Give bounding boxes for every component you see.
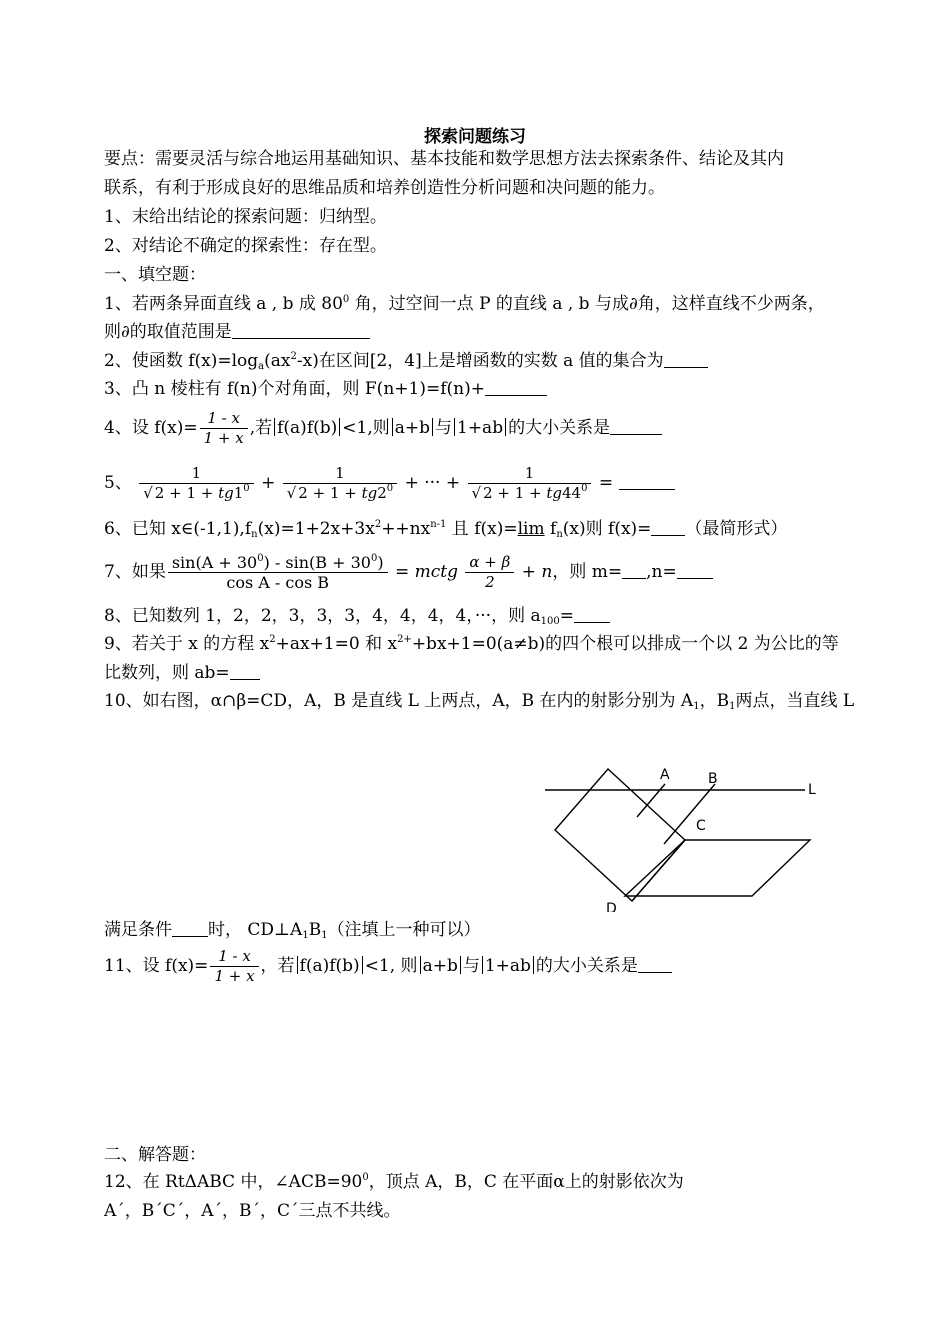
plane-alpha: [555, 769, 685, 901]
answer-blank[interactable]: [677, 562, 713, 579]
question-11: 11、设 f(x)= $\frac{1 - x}{1 + x}$ ，若 f(a)f(b) <1, 则 a+b 与 1+ab 的大小关系是: [104, 944, 672, 988]
answer-blank[interactable]: [610, 418, 662, 435]
answer-blank[interactable]: [664, 351, 708, 368]
question-12: 12、在 RtΔABC 中，$\angle ACB=90^0$，顶点 A，B，C 在平面α上的射影依次为: [104, 1172, 684, 1192]
answer-blank[interactable]: [230, 663, 260, 680]
question-8: 8、已知数列 1，2，2，3，3，3，4，4，4，4，···，则 $a_{100}=$: [104, 605, 610, 627]
question-1: 1、若两条异面直线 a , b 成 $80^0$ 角，过空间一点 P 的直线 a , b 与成∂角，这样直线不少两条，: [104, 294, 825, 314]
fraction-term-2: $\frac{1}{√ 2 + 1 + tg2^0}$: [283, 464, 397, 503]
question-5: 5、 $\frac{1}{√ 2 + 1 + tg1^0}$ + $\frac{1}{√ 2 + 1 + tg2^0}$ + ··· + $\frac{1}{√ 2 + 1 + tg44^0}$ =: [104, 461, 675, 505]
fraction: $\frac{\sin(A + 30^0) - \sin(B + 30^0)}{\text{cos A - cos B}}$: [168, 553, 388, 592]
page-title: 探索问题练习: [424, 127, 526, 147]
question-10-cont: 满足条件 时， $CD\perp A_1B_1$（注填上一种可以）: [104, 920, 481, 941]
fraction-term-3: $\frac{1}{√ 2 + 1 + tg44^0}$: [468, 464, 592, 503]
label-D: D: [606, 901, 617, 912]
section-solve: 二、解答题：: [104, 1145, 206, 1165]
label-B: B: [708, 771, 718, 787]
question-12-cont: A´，B´C´，A´，B´，C´三点不共线。: [104, 1201, 401, 1221]
fraction: $\frac{\alpha + \beta}{2}$: [465, 553, 514, 592]
question-10: 10、如右图，α∩β=CD，A，B 是直线 L 上两点，A，B 在内的射影分别为 $A_1$，$B_1$两点，当直线 L: [104, 691, 855, 712]
answer-blank[interactable]: [574, 606, 610, 623]
answer-blank[interactable]: [622, 562, 646, 579]
question-9-cont: 比数列，则 ab=: [104, 662, 260, 684]
intro-line-1: 要点：需要灵活与综合地运用基础知识、基本技能和数学思想方法去探索条件、结论及其内: [104, 149, 784, 169]
label-L: L: [808, 782, 816, 798]
fraction-term-1: $\frac{1}{√ 2 + 1 + tg1^0}$: [139, 464, 253, 503]
intro-item-2: 2、对结论不确定的探索性：存在型。: [104, 236, 387, 256]
answer-blank[interactable]: [651, 519, 685, 536]
plane-beta: [625, 840, 810, 896]
answer-blank[interactable]: [619, 473, 675, 490]
label-C: C: [696, 818, 706, 834]
question-6: 6、已知 $x\in(-1,1),f_n(x)=1+2x+3x^2++nx^{n-1}$ 且 f(x)=lim $f_n(x)$则 f(x)= （最简形式）: [104, 519, 788, 540]
question-3: 3、凸 n 棱柱有 f(n)个对角面，则 F(n+1)=f(n)+: [104, 378, 547, 400]
question-9: 9、若关于 x 的方程 $x^2+ax+1=0$ 和 $x^{2+}+bx+1=0(a\ne b)$的四个根可以排成一个以 2 为公比的等: [104, 634, 839, 654]
question-2: 2、使函数 $f(x)=\log_a(ax^2-x)$在区间[2，4]上是增函数的实数 a 值的集合为: [104, 350, 708, 372]
answer-blank[interactable]: [232, 322, 370, 339]
answer-blank[interactable]: [485, 379, 547, 396]
intro-item-1: 1、末给出结论的探索问题：归纳型。: [104, 207, 387, 227]
fraction: $\frac{1 - x}{1 + x}$: [210, 947, 258, 986]
projection-line-B: [664, 784, 715, 844]
geometry-figure: [540, 762, 850, 912]
question-4: 4、设 f(x)= $\frac{1 - x}{1 + x}$ ,若 f(a)f(b) <1,则 a+b 与 1+ab 的大小关系是: [104, 406, 662, 450]
label-A: A: [660, 767, 670, 783]
fraction: $\frac{1 - x}{1 + x}$: [200, 409, 248, 448]
answer-blank[interactable]: [638, 956, 672, 973]
question-1-cont: 则∂的取值范围是: [104, 321, 370, 343]
intro-line-2: 联系，有利于形成良好的思维品质和培养创造性分析问题和决问题的能力。: [104, 178, 665, 198]
answer-blank[interactable]: [172, 920, 208, 937]
question-7: 7、如果 $\frac{\sin(A + 30^0) - \sin(B + 30^0)}{\text{cos A - cos B}}$ = mctg $\frac{\alpha + \beta}{2}$ + n，则 m= ,n=: [104, 550, 713, 594]
section-fill-in: 一、填空题：: [104, 265, 206, 285]
line-CD: [632, 840, 685, 901]
